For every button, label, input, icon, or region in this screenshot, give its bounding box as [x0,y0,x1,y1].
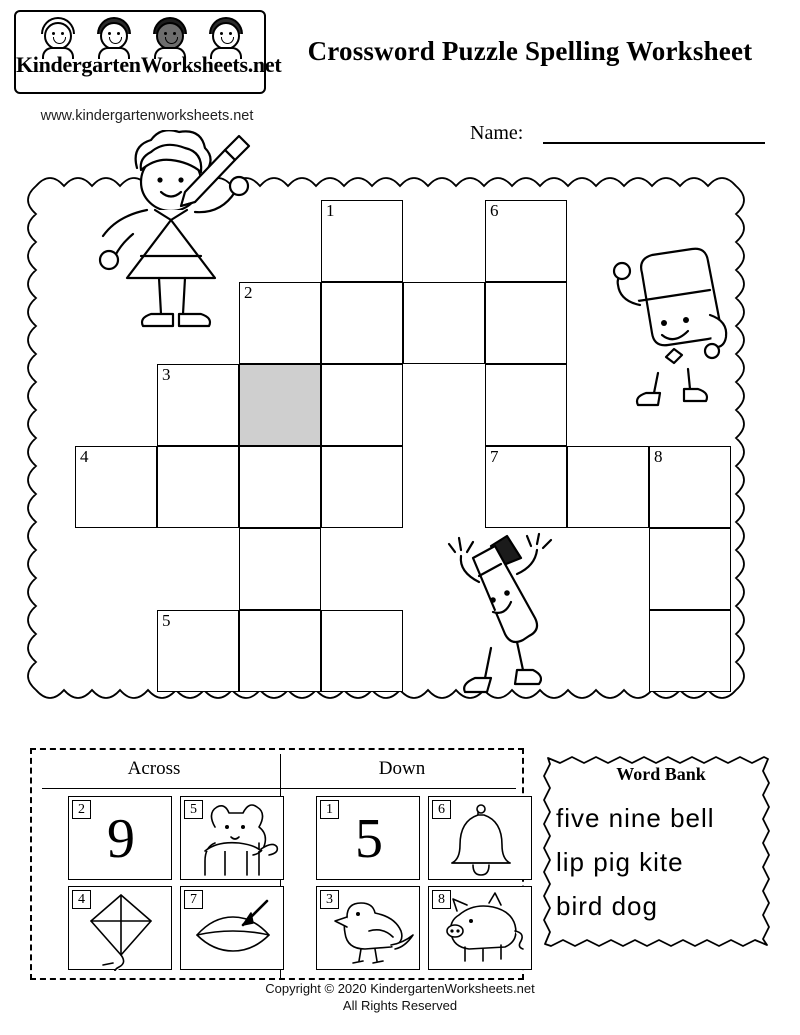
site-url: www.kindergartenworksheets.net [40,108,254,124]
cell-number: 4 [80,447,89,466]
clue-cell-five[interactable] [316,796,420,880]
site-logo [14,10,282,94]
name-input-line[interactable] [543,142,765,144]
cell-number: 3 [162,365,171,384]
cell-number: 2 [244,283,253,302]
clue-number: 8 [432,890,451,909]
clue-cell-bell[interactable] [428,796,532,880]
crossword-cell[interactable] [649,446,731,528]
cell-number: 1 [326,201,335,220]
crossword-cell[interactable] [239,528,321,610]
logo-text: KindergartenWorksheets.net [16,52,282,77]
crossword-cell[interactable] [239,364,321,446]
page-title: Crossword Puzzle Spelling Worksheet [307,36,753,66]
clue-cell-pig[interactable] [428,886,532,970]
clues-box [30,748,524,980]
crossword-cell[interactable] [485,364,567,446]
crossword-cell[interactable] [485,446,567,528]
crossword-cell[interactable] [321,364,403,446]
name-label: Name: [470,122,524,144]
clue-number: 1 [320,800,339,819]
crossword-cell[interactable] [157,446,239,528]
pencil-character-illustration [435,530,565,710]
word-bank-line: five nine bell [556,803,715,833]
copyright-text: Copyright © 2020 KindergartenWorksheets.net [265,981,535,996]
clue-number: 2 [72,800,91,819]
down-heading: Down [378,758,426,779]
page-footer [0,980,800,1014]
word-bank-title: Word Bank [616,764,706,784]
crossword-cell[interactable] [75,446,157,528]
crossword-cell[interactable] [321,610,403,692]
eraser-character-illustration [600,245,740,415]
crossword-cell[interactable] [239,446,321,528]
cell-number: 8 [654,447,663,466]
crossword-cell[interactable] [403,282,485,364]
clue-cell-lip[interactable] [180,886,284,970]
cell-number: 6 [490,201,499,220]
clue-number: 5 [184,800,203,819]
word-bank-line: bird dog [556,891,658,921]
crossword-cell[interactable] [649,528,731,610]
crossword-cell[interactable] [649,610,731,692]
rights-text: All Rights Reserved [342,998,458,1013]
page-header [0,0,800,144]
across-heading: Across [127,758,181,779]
clue-cell-dog[interactable] [180,796,284,880]
logo-children-illustration [36,14,248,54]
clue-number: 4 [72,890,91,909]
clue-cell-bird[interactable] [316,886,420,970]
clue-number: 7 [184,890,203,909]
clue-number: 3 [320,890,339,909]
crossword-cell[interactable] [485,200,567,282]
clue-digit: 9 [107,808,135,870]
crossword-cell[interactable] [485,282,567,364]
clue-cell-kite[interactable] [68,886,172,970]
crossword-cell[interactable] [321,200,403,282]
clue-number: 6 [432,800,451,819]
clue-digit: 5 [355,808,383,870]
word-bank-words [556,796,768,928]
crossword-cell[interactable] [321,446,403,528]
word-bank-line: lip pig kite [556,847,684,877]
cell-number: 7 [490,447,499,466]
word-bank [540,748,782,980]
crossword-cell[interactable] [157,610,239,692]
crossword-cell[interactable] [239,610,321,692]
cell-number: 5 [162,611,171,630]
clues-divider-horizontal [42,788,516,789]
clue-cell-nine[interactable] [68,796,172,880]
name-field-row [440,122,770,148]
crossword-cell[interactable] [157,364,239,446]
crossword-cell[interactable] [321,282,403,364]
girl-with-pencil-illustration [75,130,275,360]
crossword-cell[interactable] [567,446,649,528]
